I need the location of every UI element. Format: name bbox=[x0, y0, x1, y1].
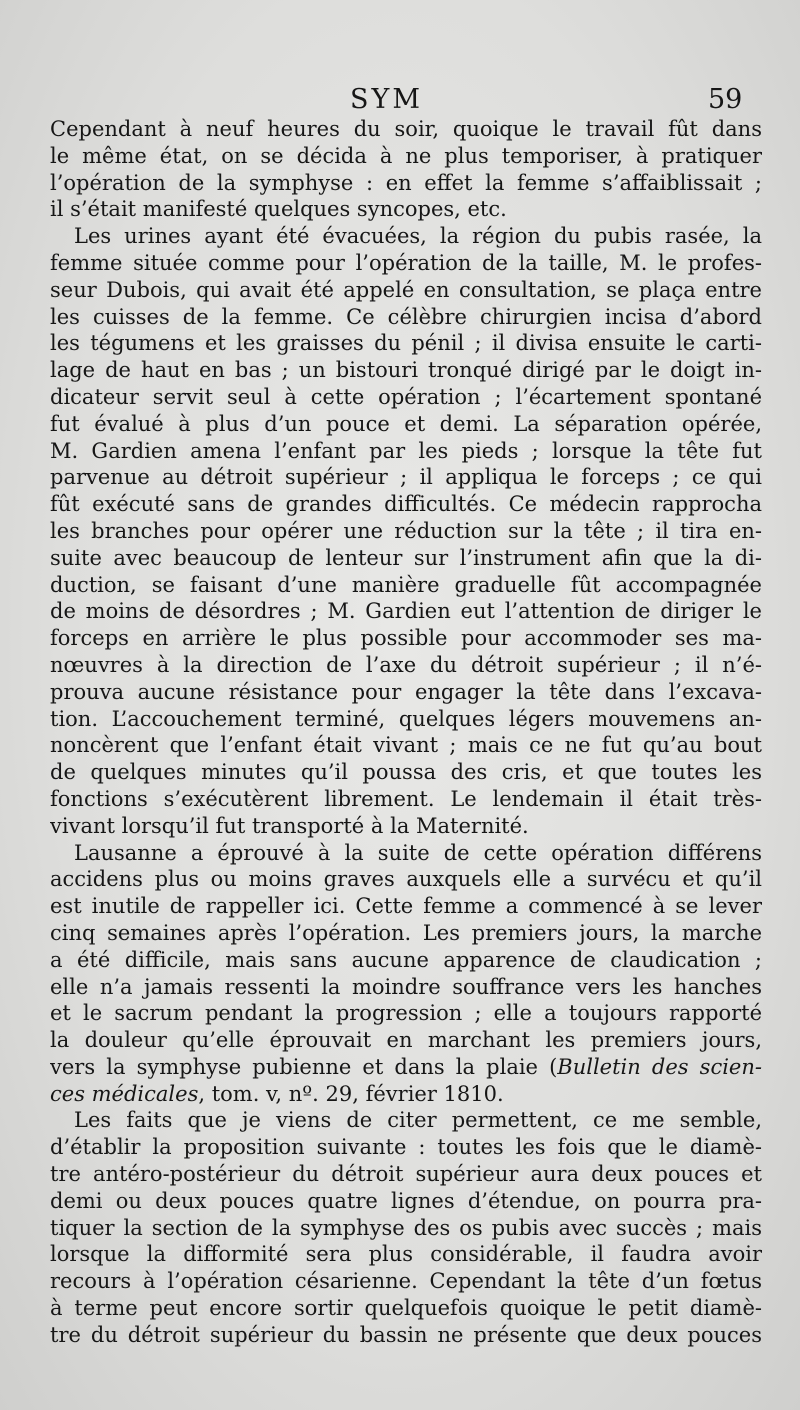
text-line: femme située comme pour l’opération de la taille, M. le profes- bbox=[50, 250, 762, 275]
text-line: forceps en arrière le plus possible pour accommoder ses ma- bbox=[50, 626, 762, 651]
text-line: fût exécuté sans de grandes difficultés. Ce médecin rapprocha bbox=[50, 492, 762, 517]
text-line: les branches pour opérer une réduction sur la tête ; il tira en- bbox=[50, 518, 762, 543]
text-line: Les faits que je viens de citer permettent, ce me semble, bbox=[74, 1108, 762, 1133]
text-line: fut évalué à plus d’un pouce et demi. La séparation opérée, bbox=[50, 411, 762, 436]
page-number: 59 bbox=[708, 84, 743, 115]
text-line: tre du détroit supérieur du bassin ne présente que deux pouces bbox=[50, 1322, 762, 1347]
text-line: tiquer la section de la symphyse des os pubis avec succès ; mais bbox=[50, 1215, 762, 1240]
text-line: et le sacrum pendant la progression ; elle a toujours rapporté bbox=[50, 1001, 762, 1026]
text-line: le même état, on se décida à ne plus temporiser, à pratiquer bbox=[50, 143, 762, 168]
text-line: l’opération de la symphyse : en effet la femme s’affaiblissait ; bbox=[50, 170, 762, 195]
text-line: nœuvres à la direction de l’axe du détroit supérieur ; il n’é- bbox=[50, 652, 762, 677]
text-line: lage de haut en bas ; un bistouri tronqué dirigé par le doigt in- bbox=[50, 358, 762, 383]
text-line: tion. L’accouchement terminé, quelques légers mouvemens an- bbox=[50, 706, 762, 731]
text-line: seur Dubois, qui avait été appelé en consultation, se plaça entre bbox=[50, 277, 762, 302]
text-line: M. Gardien amena l’enfant par les pieds ; lorsque la tête fut bbox=[50, 438, 762, 463]
text-line: les tégumens et les graisses du pénil ; il divisa ensuite le carti- bbox=[50, 331, 762, 356]
text-line: Cependant à neuf heures du soir, quoique le travail fût dans bbox=[50, 117, 762, 141]
citation-details: , tom. v, nº. 29, février 1810. bbox=[198, 1081, 504, 1106]
text-line: tre antéro-postérieur du détroit supérieur aura deux pouces et bbox=[50, 1162, 762, 1187]
running-head: SYM bbox=[350, 84, 423, 115]
text-line: dicateur servit seul à cette opération ; l’écartement spontané bbox=[50, 384, 762, 409]
text-line: recours à l’opération césarienne. Cependant la tête d’un fœtus bbox=[50, 1269, 762, 1294]
text-line: est inutile de rappeller ici. Cette femme a commencé à se lever bbox=[50, 894, 762, 919]
text-line: les cuisses de la femme. Ce célèbre chirurgien incisa d’abord bbox=[50, 304, 762, 329]
text-line: parvenue au détroit supérieur ; il appliqua le forceps ; ce qui bbox=[50, 465, 762, 490]
text-line: lorsque la difformité sera plus considérable, il faudra avoir bbox=[50, 1242, 762, 1267]
page-header bbox=[0, 82, 800, 118]
text-line: il s’était manifesté quelques syncopes, etc. bbox=[50, 197, 507, 222]
text-line: de moins de désordres ; M. Gardien eut l’attention de diriger le bbox=[50, 599, 762, 624]
text-line: duction, se faisant d’une manière graduelle fût accompagnée bbox=[50, 572, 762, 597]
text-line: vivant lorsqu’il fut transporté à la Maternité. bbox=[50, 813, 529, 838]
text-line: demi ou deux pouces quatre lignes d’étendue, on pourra pra- bbox=[50, 1188, 762, 1213]
text-line: fonctions s’exécutèrent librement. Le lendemain il était très- bbox=[50, 786, 762, 811]
text-line: Lausanne a éprouvé à la suite de cette opération différens bbox=[74, 840, 762, 865]
text-fragment: vers la symphyse pubienne et dans la plaie ( bbox=[50, 1054, 558, 1079]
text-line: de quelques minutes qu’il poussa des cris, et que toutes les bbox=[50, 760, 762, 785]
text-line: d’établir la proposition suivante : toutes les fois que le diamè- bbox=[50, 1135, 762, 1160]
citation-title: ces médicales bbox=[50, 1081, 199, 1106]
text-line-citation bbox=[50, 1081, 762, 1108]
text-line: elle n’a jamais ressenti la moindre souffrance vers les hanches bbox=[50, 974, 762, 999]
text-line: noncèrent que l’enfant était vivant ; mais ce ne fut qu’au bout bbox=[50, 733, 762, 758]
text-line: la douleur qu’elle éprouvait en marchant les premiers jours, bbox=[50, 1028, 762, 1053]
text-line: a été difficile, mais sans aucune apparence de claudication ; bbox=[50, 947, 762, 972]
text-line: suite avec beaucoup de lenteur sur l’instrument afin que la di- bbox=[50, 545, 762, 570]
text-line: à terme peut encore sortir quelquefois quoique le petit diamè- bbox=[50, 1296, 762, 1321]
body-text bbox=[50, 116, 762, 1349]
text-line: accidens plus ou moins graves auxquels elle a survécu et qu’il bbox=[50, 867, 762, 892]
text-line: cinq semaines après l’opération. Les premiers jours, la marche bbox=[50, 920, 762, 945]
text-line: prouva aucune résistance pour engager la tête dans l’excava- bbox=[50, 679, 762, 704]
text-line: Les urines ayant été évacuées, la région du pubis rasée, la bbox=[74, 224, 762, 249]
text-line-citation bbox=[50, 1054, 762, 1081]
citation-title: Bulletin des scien- bbox=[557, 1054, 762, 1079]
